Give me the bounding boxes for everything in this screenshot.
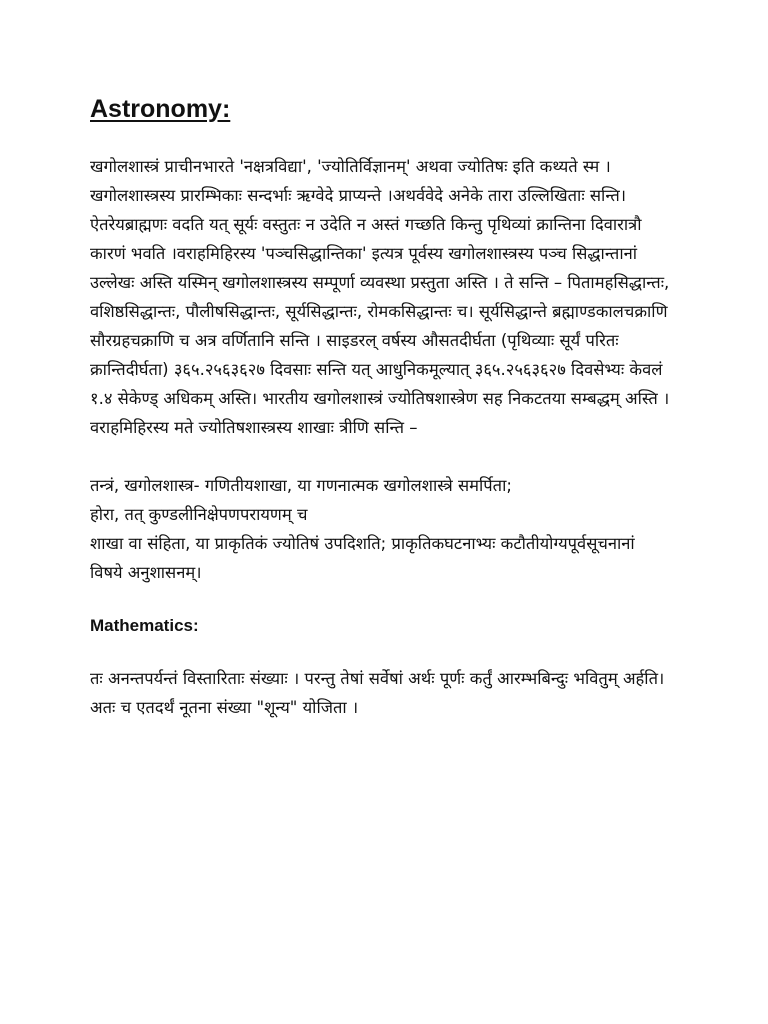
mathematics-paragraph: तः अनन्तपर्यन्तं विस्तारिताः संख्याः । परन्तु तेषां सर्वेषां अर्थः पूर्णः कर्तुं आरम्भबिन्दुः भवितुम् अर्हति। अतः च एतदर्थं नूतना संख्या "शून्य" योजिता । <box>90 669 665 717</box>
branch-item-samhita: शाखा वा संहिता, या प्राकृतिकं ज्योतिषं उपदिशति; प्राकृतिकघटनाभ्यः कटौतीयोग्यपूर्वसूचनानां विषये अनुशासनम्। <box>90 534 635 582</box>
branch-item-tantra: तन्त्रं, खगोलशास्त्र- गणितीयशाखा, या गणनात्मक खगोलशास्त्रे समर्पिता; <box>90 476 512 495</box>
page-title: Astronomy: <box>90 95 231 123</box>
branch-item-hora: होरा, तत् कुण्डलीनिक्षेपणपरायणम् च <box>90 505 308 524</box>
astronomy-paragraph-intro: खगोलशास्त्रं प्राचीनभारते 'नक्षत्रविद्या', 'ज्योतिर्विज्ञानम्' अथवा ज्योतिषः इति कथ्यते स्म । <box>90 157 611 176</box>
section-heading-mathematics: Mathematics: <box>90 616 199 635</box>
astronomy-paragraph-history: खगोलशास्त्रस्य प्रारम्भिकाः सन्दर्भाः ऋग्वेदे प्राप्यन्ते ।अथर्ववेदे अनेके तारा उल्लिखिताः सन्ति। ऐतरेयब्राह्मणः वदति यत् सूर्यः वस्तुतः न उदेति न अस्तं गच्छति किन्तु पृथिव्यां क्रान्तिना दिवारात्रौ कारणं भवति ।वराहमिहिरस्य 'पञ्चसिद्धान्तिका' इत्यत्र पूर्वस्य खगोलशास्त्रस्य पञ्च सिद्धान्तानां उल्लेखः अस्ति यस्मिन् खगोलशास्त्रस्य सम्पूर्णा व्यवस्था प्रस्तुता अस्ति । ते सन्ति – पितामहसिद्धान्तः, वशिष्ठसिद्धान्तः, पौलीषसिद्धान्तः, सूर्यसिद्धान्तः, रोमकसिद्धान्तः च। सूर्यसिद्धान्ते ब्रह्माण्डकालचक्राणि सौरग्रहचक्राणि च अत्र वर्णितानि सन्ति । साइडरल् वर्षस्य औसतदीर्घता (पृथिव्याः सूर्यं परितः क्रान्तिदीर्घता) ३६५.२५६३६२७ दिवसाः सन्ति यत् आधुनिकमूल्यात् ३६५.२५६३६२७ दिवसेभ्यः केवलं १.४ सेकेण्ड् अधिकम् अस्ति। भारतीय खगोलशास्त्रं ज्योतिषशास्त्रेण सह निकटतया सम्बद्धम् अस्ति । वराहमिहिरस्य मते ज्योतिषशास्त्रस्य शाखाः त्रीणि सन्ति – <box>90 186 670 437</box>
document-page <box>90 94 670 722</box>
paragraph-spacer <box>90 442 670 471</box>
